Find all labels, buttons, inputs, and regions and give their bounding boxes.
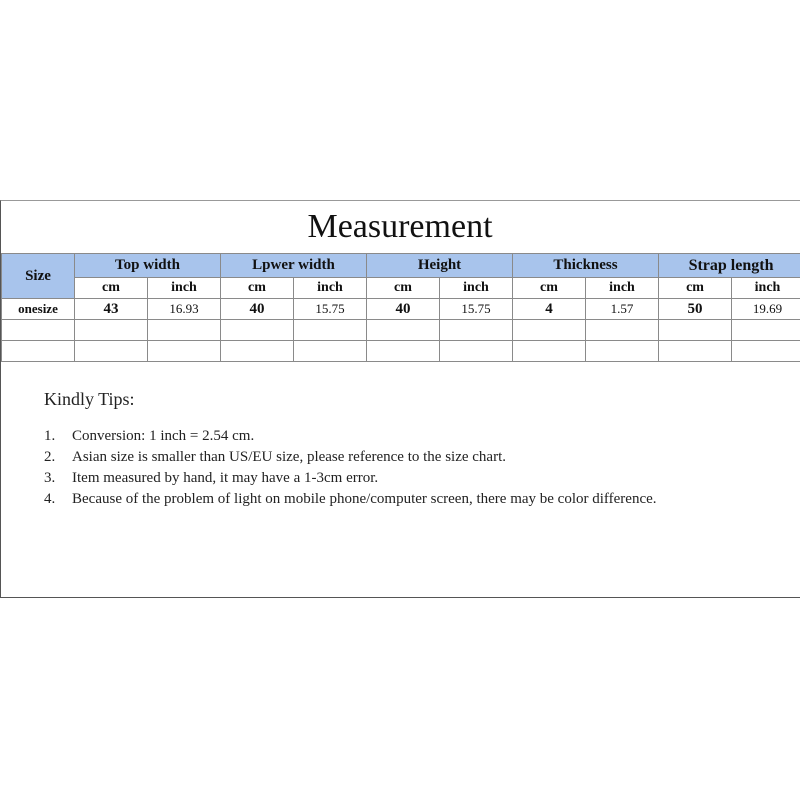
empty-cell xyxy=(659,320,732,341)
empty-cell xyxy=(75,341,148,362)
empty-cell xyxy=(294,341,367,362)
empty-cell xyxy=(586,341,659,362)
list-item xyxy=(44,468,764,489)
empty-cell xyxy=(2,341,75,362)
empty-cell xyxy=(659,341,732,362)
table-cell: 1.57 xyxy=(586,299,659,320)
group-header-thickness: Thickness xyxy=(513,254,659,278)
table-cell: 43 xyxy=(75,299,148,320)
table-row xyxy=(2,299,800,320)
unit-header: cm xyxy=(221,278,294,299)
table-cell: 40 xyxy=(221,299,294,320)
list-item-text: Conversion: 1 inch = 2.54 cm. xyxy=(72,428,255,444)
empty-cell xyxy=(148,341,221,362)
empty-cell xyxy=(367,341,440,362)
table-cell: 19.69 xyxy=(732,299,800,320)
unit-header: inch xyxy=(440,278,513,299)
unit-header: cm xyxy=(659,278,732,299)
list-item-text: Asian size is smaller than US/EU size, please reference to the size chart. xyxy=(72,449,506,465)
table-cell: 15.75 xyxy=(294,299,367,320)
empty-cell xyxy=(75,320,148,341)
empty-cell xyxy=(2,320,75,341)
table-cell: 50 xyxy=(659,299,732,320)
tips-section xyxy=(44,388,764,510)
empty-cell xyxy=(513,320,586,341)
unit-header: inch xyxy=(732,278,800,299)
size-table xyxy=(1,253,800,362)
unit-header: cm xyxy=(513,278,586,299)
empty-cell xyxy=(148,320,221,341)
empty-cell xyxy=(586,320,659,341)
list-item xyxy=(44,489,764,510)
list-item-number: 1. xyxy=(44,428,56,444)
list-item-text: Item measured by hand, it may have a 1-3cm error. xyxy=(72,470,379,486)
table-row-empty xyxy=(2,320,800,341)
list-item-number: 2. xyxy=(44,449,56,465)
row-size-label: onesize xyxy=(2,299,75,320)
list-item xyxy=(44,426,764,447)
group-header-top-width: Top width xyxy=(75,254,221,278)
empty-cell xyxy=(513,341,586,362)
empty-cell xyxy=(440,320,513,341)
table-unit-row xyxy=(2,278,800,299)
table-row-empty xyxy=(2,341,800,362)
empty-cell xyxy=(221,341,294,362)
page-title: Measurement xyxy=(307,208,493,245)
tips-title: Kindly Tips: xyxy=(44,389,135,409)
unit-header: inch xyxy=(586,278,659,299)
unit-header: cm xyxy=(75,278,148,299)
unit-header: inch xyxy=(148,278,221,299)
group-header-height: Height xyxy=(367,254,513,278)
list-item-text: Because of the problem of light on mobile phone/computer screen, there may be color difference. xyxy=(72,491,657,507)
empty-cell xyxy=(440,341,513,362)
empty-cell xyxy=(732,320,800,341)
table-cell: 16.93 xyxy=(148,299,221,320)
list-item-number: 3. xyxy=(44,470,56,486)
list-item xyxy=(44,447,764,468)
group-header-lower-width: Lpwer width xyxy=(221,254,367,278)
empty-cell xyxy=(294,320,367,341)
list-item-number: 4. xyxy=(44,491,56,507)
table-cell: 15.75 xyxy=(440,299,513,320)
table-cell: 40 xyxy=(367,299,440,320)
unit-header: cm xyxy=(367,278,440,299)
unit-header: inch xyxy=(294,278,367,299)
group-header-strap-length: Strap length xyxy=(659,254,800,278)
empty-cell xyxy=(221,320,294,341)
size-column-header: Size xyxy=(2,254,75,299)
table-cell: 4 xyxy=(513,299,586,320)
empty-cell xyxy=(367,320,440,341)
tips-list xyxy=(44,426,764,510)
empty-cell xyxy=(732,341,800,362)
table-header-row xyxy=(2,254,800,278)
